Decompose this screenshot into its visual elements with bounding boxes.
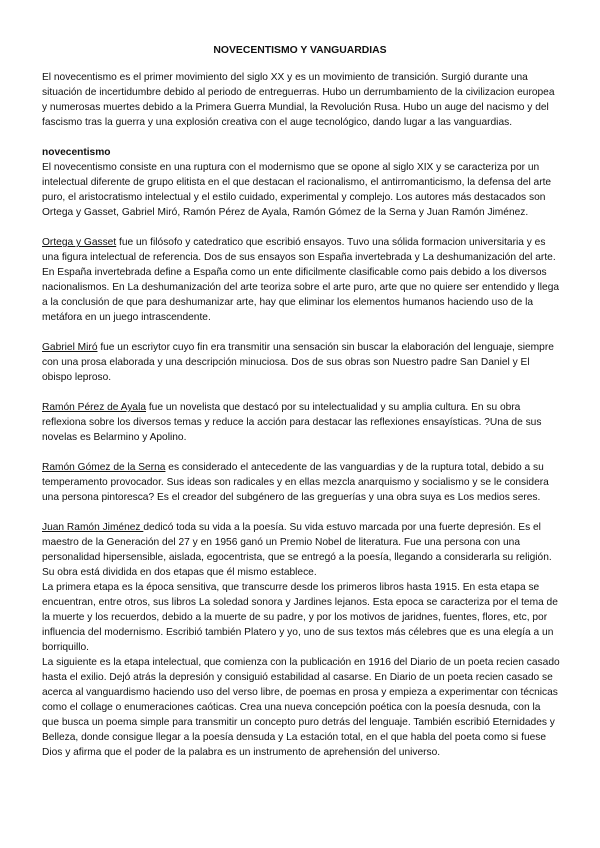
author-name: Ortega y Gasset [42,237,117,248]
author-paragraph-miro [42,340,560,385]
jrj-stage-intellectual: La siguiente es la etapa intelectual, que comienza con la publicación en 1916 del Diario de un poeta recien casado hasta el exilio. Dejó atrás la depresión y consiguió estabilidad al casarse. En Diario de un poeta recien casado se acerca al vanguardismo haciendo uso del verso libre, de poemas en prosa y empieza a experimentar con técnicas como el collage o enumeraciones caóticas. Crea una nueva concepción poética con la poesía desnuda, con la que busca un poema simple para transmitir un concepto puro detrás del lenguaje. También escribió Eternidades y Belleza, donde consigue llegar a la poesía densuda y La estación total, en el que habla del poeta como si fuese Dios y afirma que el poder de la palabra es un instrumento de aprehensión del universo. [42,657,560,758]
author-paragraph-perez-de-ayala [42,400,560,445]
author-text: fue un filósofo y catedratico que escribió ensayos. Tuvo una sólida formacion universitaria y es una figura intelectual de referencia. Dos de sus ensayos son España invertebrada y La deshumanización del arte. En España invertebrada define a España como un ente dificilmente clasificable como pais debido a los diversos nacionalismos. En La deshumanización del arte teoriza sobre el arte puro, arte que no quiere ser entendido y llega a la conclusión de que para deshumanizar arte, hay que eliminar los elementos humanos haciendo uso de la metáfora en un juego intrascendente. [42,237,560,323]
author-text: fue un novelista que destacó por su intelectualidad y su amplia cultura. En su obra reflexiona sobre los diversos temas y reduce la acción para destacar las reflexiones ensayísticas. ?Una de sus novelas es Belarmino y Apolino. [42,402,542,443]
document-body [42,70,560,760]
author-name: Ramón Pérez de Ayala [42,402,147,413]
intro-paragraph: El novecentismo es el primer movimiento del siglo XX y es un movimiento de transición. Surgió durante una situación de incertidumbre debido al periodo de entreguerras. Hubo un derrumbamiento de la civilizacion europea y numerosas muertes debido a la Primera Guerra Mundial, la Revolución Rusa. Hubo un auge del nacismo y del fascismo tras la guerra y una explosión creativa con el auge tecnológico, dando lugar a las vanguardias. [42,72,555,128]
section-text: El novecentismo consiste en una ruptura con el modernismo que se opone al siglo XIX y se caracteriza por un intelectual diferente de grupo elitista en el que destacan el racionalismo, el antirromanticismo, la defensa del arte puro, el aristocratismo intelectual y el estilo cuidado, experimental y complejo. Los autores más destacados son Ortega y Gasset, Gabriel Miró, Ramón Pérez de Ayala, Ramón Gómez de la Serna y Juan Ramón Jiménez. [42,162,552,218]
author-name: Gabriel Miró [42,342,98,353]
document-title: NOVECENTISMO Y VANGUARDIAS [213,45,387,56]
author-paragraph-gomez-de-la-serna [42,460,560,505]
author-name: Juan Ramón Jiménez [42,522,144,533]
author-text: fue un escriytor cuyo fin era transmitir una sensación sin buscar la elaboración del lenguaje, siempre con una prosa elaborada y una descripción minuciosa. Dos de sus obras son Nuestro padre San Daniel y El obispo leproso. [42,342,554,383]
section-heading: novecentismo [42,147,111,158]
author-text: dedicó toda su vida a la poesía. Su vida estuvo marcada por una fuerte depresión. Es el maestro de la Generación del 27 y en 1956 ganó un Premio Nobel de literatura. Fue una persona con una personalidad hipersensible, aislada, egocentrista, que se entregó a la poesía, llegando a considerarla su religión. Su obra está dividida en dos etapas que él mismo establece. [42,522,552,578]
section-novecentismo [42,145,560,220]
jrj-intro [42,520,560,580]
author-name: Ramón Gómez de la Serna [42,462,166,473]
author-paragraph-ortega [42,235,560,325]
jrj-stage-sensitive: La primera etapa es la época sensitiva, que transcurre desde los primeros libros hasta 1915. En esta etapa se encuentran, entre otros, sus libros La soledad sonora y Jardines lejanos. Esta epoca se caracteriza por el tema de la muerte y los recuerdos, debido a la muerte de su padre, y por los motivos de jaridnes, fuentes, flores, etc, por influencia del modernismo. Escribió también Platero y yo, uno de sus textos más célebres que es una elegía a un borriquillo. [42,582,558,653]
author-section-jrj [42,520,560,760]
author-text: es considerado el antecedente de las vanguardias y de la ruptura total, debido a su temperamento provocador. Sus ideas son radicales y en ellas mezcla anarquismo y socialismo y se le considera una persona pintoresca? Es el creador del subgénero de las greguerías y una obra suya es Los medios seres. [42,462,549,503]
